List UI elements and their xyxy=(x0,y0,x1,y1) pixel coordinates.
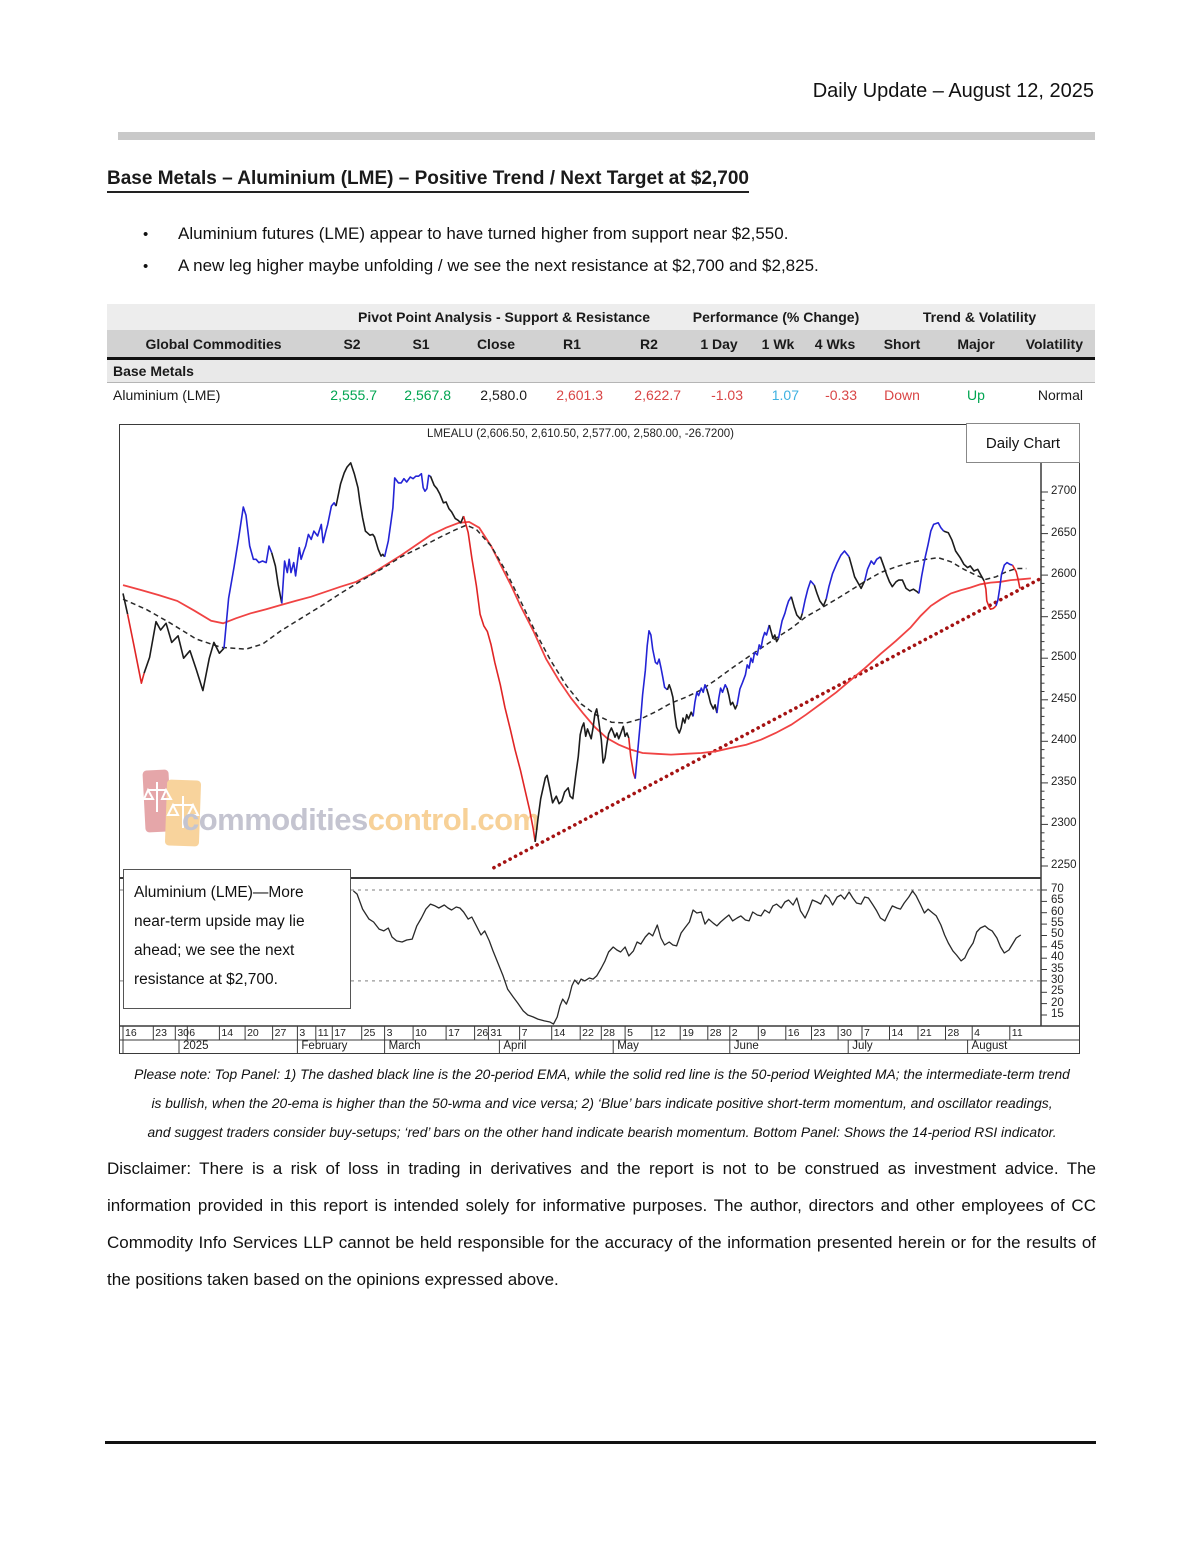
rsi-axis-label: 40 xyxy=(1051,951,1064,964)
x-axis-tick-label: 9 xyxy=(760,1027,767,1039)
x-axis-tick-label: 14 xyxy=(891,1027,904,1039)
header-divider-bar xyxy=(118,132,1095,140)
col-s2: S2 xyxy=(343,335,361,352)
rsi-axis-label: 25 xyxy=(1051,985,1064,998)
x-axis-tick-label: 30 xyxy=(177,1027,189,1039)
x-axis-tick-label: 7 xyxy=(521,1027,528,1039)
cell-r2: 2,622.7 xyxy=(634,387,681,403)
x-axis-tick-label: 23 xyxy=(155,1027,167,1039)
col-r1: R1 xyxy=(563,335,581,352)
cell-s2: 2,555.7 xyxy=(330,387,377,403)
x-axis-tick-label: 11 xyxy=(317,1027,329,1039)
rsi-axis-label: 55 xyxy=(1051,917,1064,930)
rsi-axis-label: 15 xyxy=(1051,1008,1064,1020)
col-major: Major xyxy=(957,335,995,352)
bullet-item: • A new leg higher maybe unfolding / we see the next resistance at $2,700 and $2,825. xyxy=(143,256,819,275)
chart-footnote: Please note: Top Panel: 1) The dashed black line is the 20-period EMA, while the solid red line is the 50-period Weighted MA; the intermediate-term trend is bullish, when the 20-ema is higher than the 50-wma and vice versa; 2) ‘Blue’ bars indicate positive short-term momentum, and oscillator readings, and suggest traders consider buy-setups; ‘red’ bars on the other hand indicate bearish momentum. Bottom Panel: Shows the 14-period RSI indicator. xyxy=(134,1067,1070,1140)
cell-4wks: -0.33 xyxy=(825,387,857,403)
rsi-axis-label: 50 xyxy=(1051,928,1064,941)
col-volatility: Volatility xyxy=(1025,335,1083,352)
price-axis-label: 2400 xyxy=(1051,734,1077,747)
pivot-table xyxy=(107,304,1095,407)
x-axis-tick-label: 2 xyxy=(731,1027,738,1039)
col-short: Short xyxy=(883,335,921,352)
x-axis-tick-label: 21 xyxy=(919,1027,932,1039)
col-global-commodities: Global Commodities xyxy=(145,335,282,352)
x-axis-tick-label: 5 xyxy=(627,1027,633,1039)
x-axis-tick-label: 4 xyxy=(974,1027,980,1039)
x-axis-tick-label: 20 xyxy=(247,1027,259,1039)
x-axis-month-label: August xyxy=(971,1040,1008,1052)
daily-chart-badge: Daily Chart xyxy=(966,423,1080,463)
x-axis-tick-label: 22 xyxy=(582,1027,594,1039)
x-axis-tick-label: 14 xyxy=(553,1027,566,1039)
x-axis-tick-label: 14 xyxy=(221,1027,234,1039)
table-section-row xyxy=(107,360,1095,383)
x-axis-tick-label: 6 xyxy=(189,1027,196,1039)
price-axis-label: 2300 xyxy=(1051,817,1077,830)
table-data-row xyxy=(107,383,1095,407)
x-axis-tick-label: 7 xyxy=(863,1027,870,1039)
col-s1: S1 xyxy=(412,335,430,352)
col-r2: R2 xyxy=(640,335,658,352)
watermark-text: commoditiescontrol.com xyxy=(182,802,540,837)
x-axis-tick-label: 28 xyxy=(603,1027,615,1039)
bullet-icon: • xyxy=(143,226,149,243)
price-axis-label: 2350 xyxy=(1051,775,1077,788)
x-axis-tick-label: 3 xyxy=(299,1027,306,1039)
disclaimer-text: Disclaimer: There is a risk of loss in trading in derivatives and the report is not to be construed as investment advice. The information provided in this report is intended solely for informative purposes. The author, directors and other employees of CC Commodity Info Services LLP cannot be held responsible for the accuracy of the information presented herein or for the results of the positions taken based on the opinions expressed above. xyxy=(107,1159,1096,1289)
x-axis-tick-label: 30 xyxy=(840,1027,852,1039)
x-axis-month-label: 2025 xyxy=(182,1040,209,1052)
x-axis-tick-label: 12 xyxy=(653,1027,666,1039)
x-axis-month-label: March xyxy=(388,1040,421,1052)
chart-title: LMEALU (2,606.50, 2,610.50, 2,577.00, 2,580.00, -26.7200) xyxy=(427,428,734,440)
table-column-header-row xyxy=(107,330,1095,360)
cell-1wk: 1.07 xyxy=(771,387,799,403)
x-axis-month-label: June xyxy=(733,1040,759,1052)
price-axis-label: 2700 xyxy=(1051,485,1077,497)
x-axis-tick-label: 28 xyxy=(947,1027,960,1039)
group-header-performance: Performance (% Change) xyxy=(692,309,860,325)
x-axis-tick-label: 17 xyxy=(448,1027,460,1039)
col-1day: 1 Day xyxy=(700,335,738,352)
cell-volatility: Normal xyxy=(1037,387,1083,403)
x-axis-tick-label: 3 xyxy=(386,1027,393,1039)
section-label: Base Metals xyxy=(113,363,194,379)
col-1wk: 1 Wk xyxy=(761,335,795,352)
x-axis-month-label: February xyxy=(301,1040,348,1052)
cell-close: 2,580.0 xyxy=(480,387,527,403)
x-axis-tick-label: 17 xyxy=(334,1027,346,1039)
x-axis-tick-label: 28 xyxy=(709,1027,722,1039)
footer-rule xyxy=(105,1441,1096,1444)
price-axis-label: 2450 xyxy=(1051,692,1077,705)
rsi-axis-label: 70 xyxy=(1051,883,1064,895)
chart-annotation-box: Aluminium (LME)—More near-term upside may lie ahead; we see the next resistance at $2,700. xyxy=(123,869,351,1009)
table-group-header-row xyxy=(107,304,1095,330)
cell-short-trend: Down xyxy=(884,387,920,403)
price-axis-label: 2550 xyxy=(1051,609,1077,622)
cell-1day: -1.03 xyxy=(711,387,743,403)
x-axis-tick-label: 10 xyxy=(415,1027,427,1039)
x-axis-tick-label: 31 xyxy=(490,1027,503,1039)
x-axis-tick-label: 11 xyxy=(1011,1027,1023,1039)
x-axis-tick-label: 27 xyxy=(274,1027,287,1039)
col-close: Close xyxy=(476,335,516,352)
group-header-pivot: Pivot Point Analysis - Support & Resistance xyxy=(358,309,650,325)
x-axis-month-label: April xyxy=(503,1040,527,1052)
cell-major-trend: Up xyxy=(967,387,985,403)
bullet-icon: • xyxy=(143,258,149,275)
bullet-item: • Aluminium futures (LME) appear to have turned higher from support near $2,550. xyxy=(143,224,789,243)
x-axis-tick-label: 16 xyxy=(125,1027,137,1039)
x-axis-tick-label: 25 xyxy=(363,1027,376,1039)
rsi-axis-label: 45 xyxy=(1051,939,1064,952)
price-chart xyxy=(119,424,1080,1054)
rsi-axis-label: 20 xyxy=(1051,996,1064,1009)
group-header-trend: Trend & Volatility xyxy=(922,309,1037,325)
report-date-header: Daily Update – August 12, 2025 xyxy=(812,80,1094,102)
rsi-axis-label: 60 xyxy=(1051,905,1064,918)
x-axis-tick-label: 23 xyxy=(813,1027,826,1039)
price-axis-label: 2500 xyxy=(1051,651,1077,664)
x-axis-tick-label: 19 xyxy=(682,1027,694,1039)
cell-r1: 2,601.3 xyxy=(556,387,603,403)
price-axis-label: 2250 xyxy=(1051,859,1077,871)
price-axis-label: 2650 xyxy=(1051,526,1077,539)
x-axis-tick-label: 26 xyxy=(476,1027,489,1039)
x-axis-month-label: July xyxy=(852,1040,873,1052)
x-axis-month-label: May xyxy=(617,1040,639,1052)
x-axis-tick-label: 16 xyxy=(787,1027,800,1039)
col-4wks: 4 Wks xyxy=(814,335,856,352)
cell-commodity: Aluminium (LME) xyxy=(113,387,221,403)
cell-s1: 2,567.8 xyxy=(404,387,451,403)
rsi-axis-label: 35 xyxy=(1051,962,1064,975)
rsi-axis-label: 30 xyxy=(1051,973,1064,986)
price-axis-label: 2600 xyxy=(1051,568,1077,581)
rsi-axis-label: 65 xyxy=(1051,894,1064,907)
section-headline: Base Metals – Aluminium (LME) – Positive Trend / Next Target at $2,700 xyxy=(107,168,749,190)
